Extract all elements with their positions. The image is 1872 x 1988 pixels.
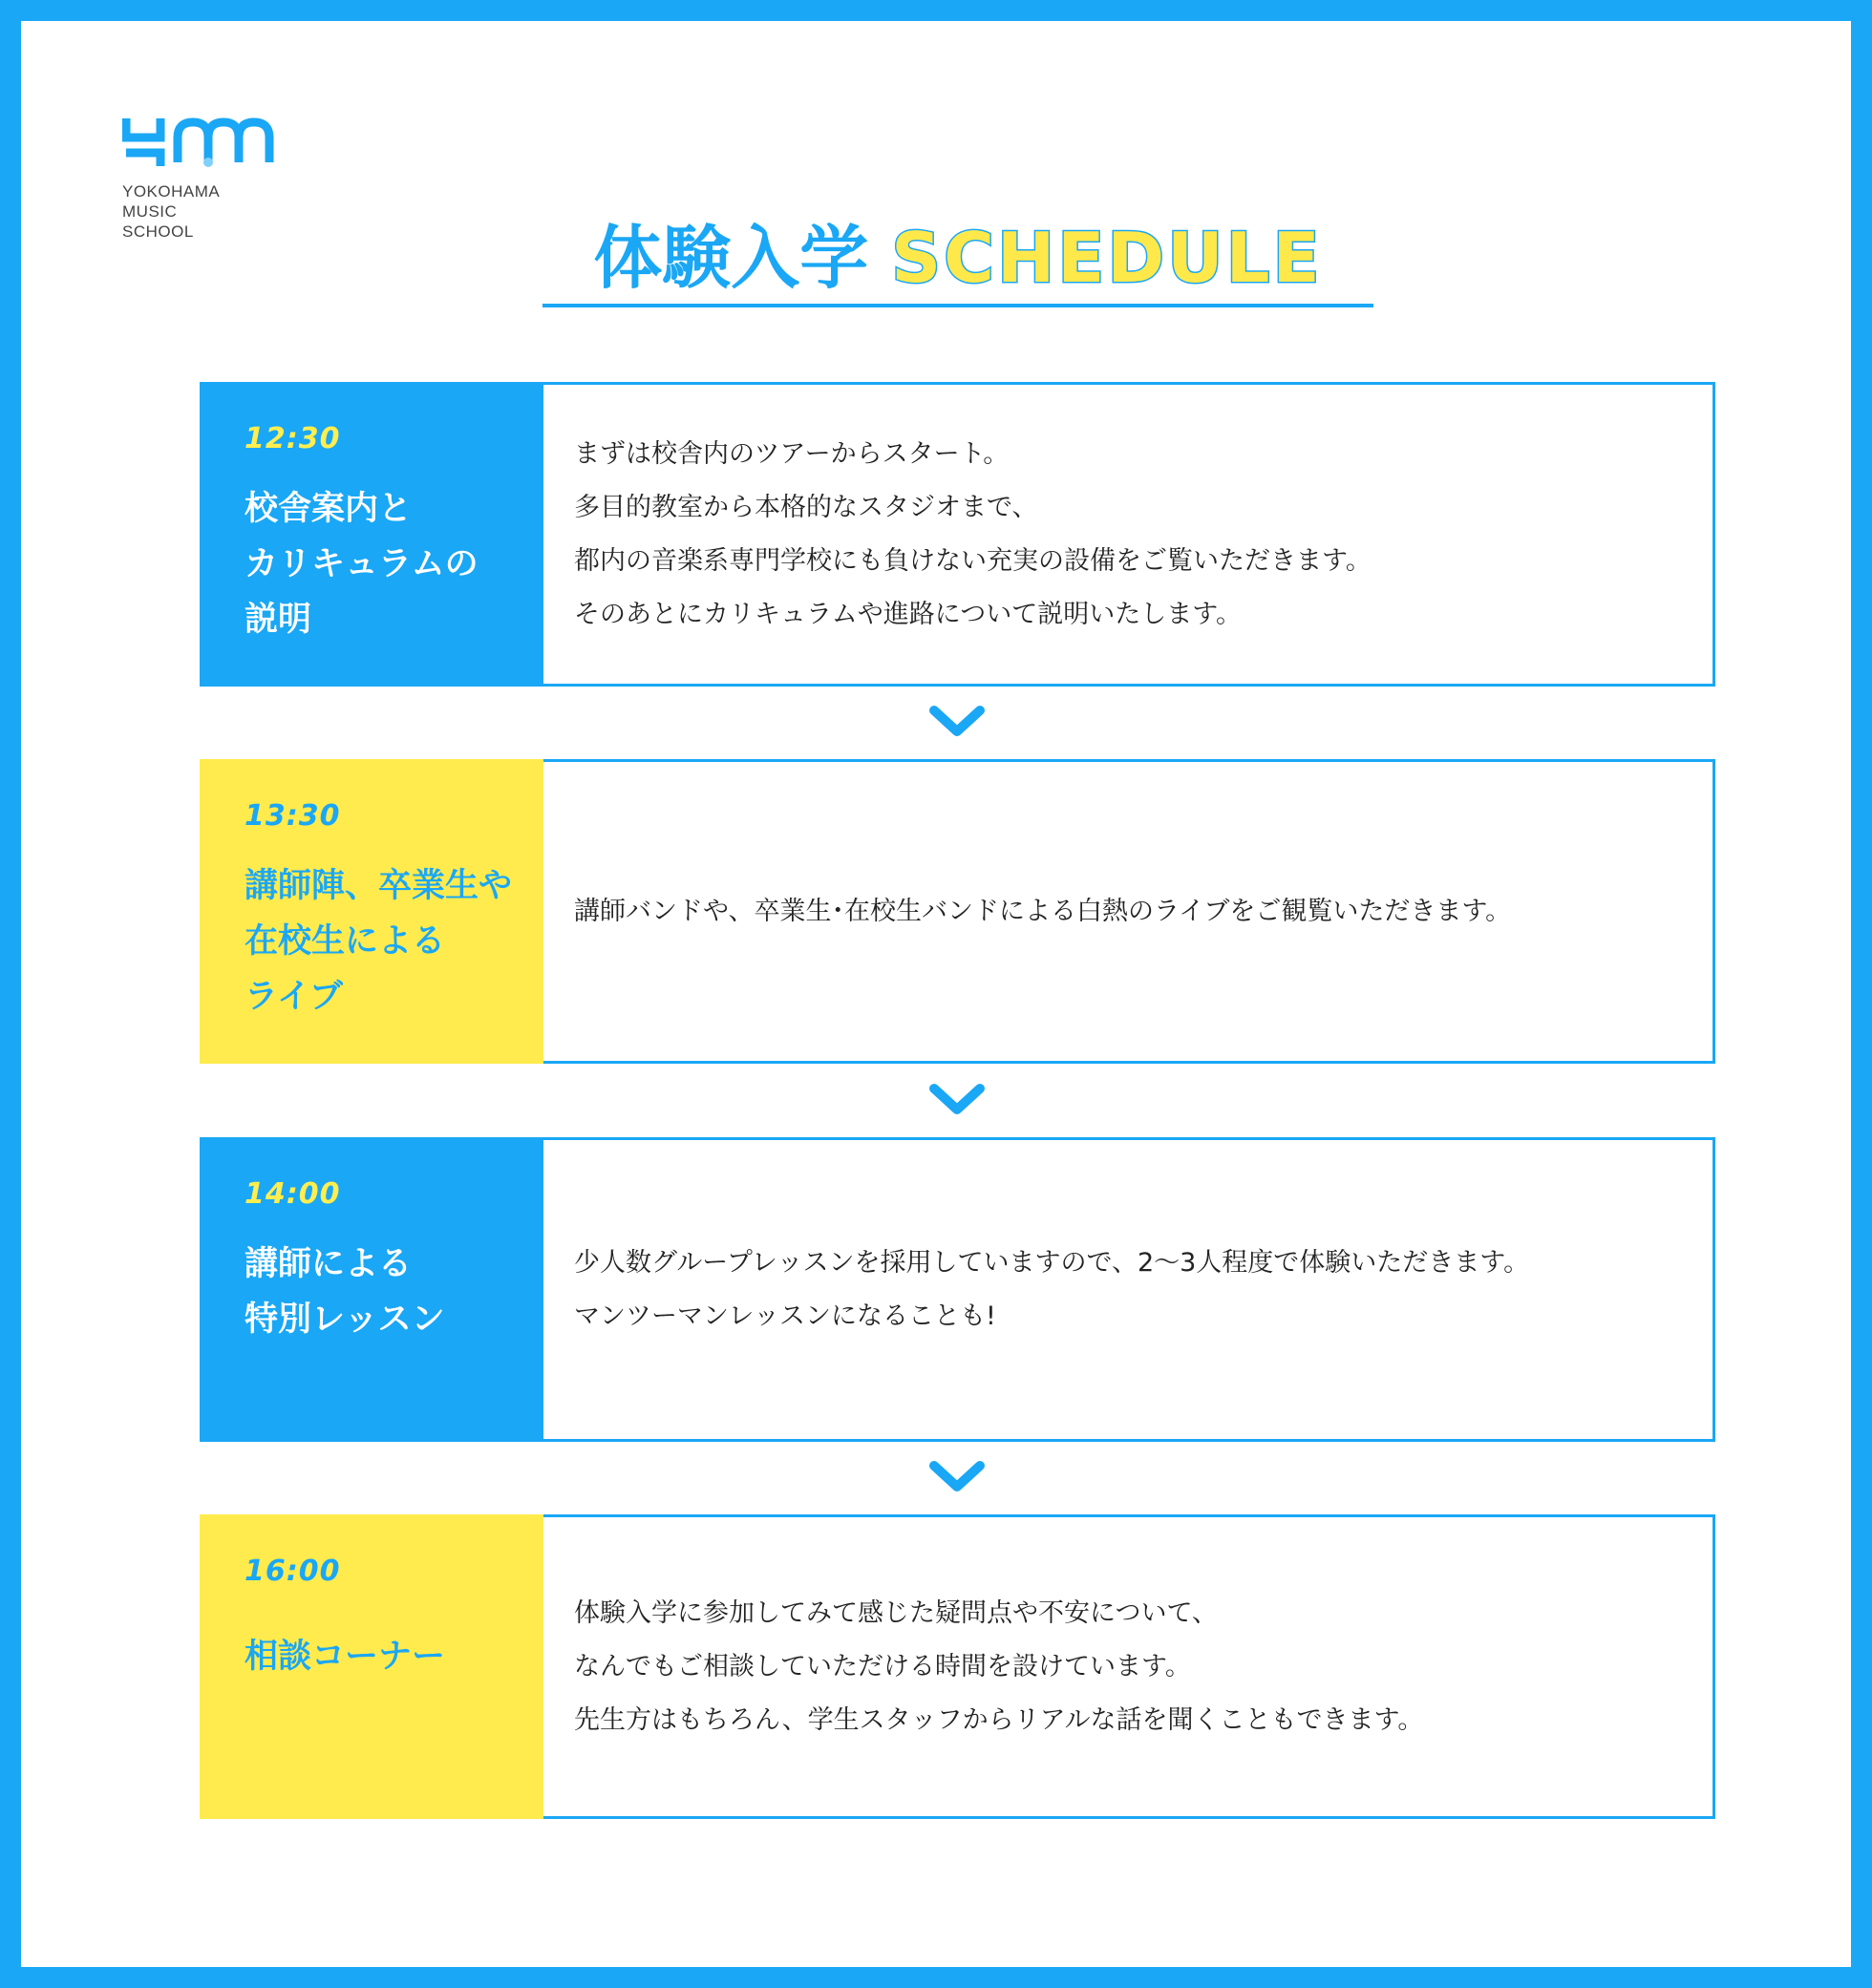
schedule-label: 講師陣、卒業生や 在校生による ライブ bbox=[245, 867, 513, 1016]
schedule-description bbox=[574, 1587, 1423, 1747]
chevron-down-icon bbox=[926, 1081, 988, 1119]
description-line: 少人数グループレッスンを採用していますので、2〜3人程度で体験いただきます。 bbox=[574, 1247, 1530, 1278]
chevron-down-icon bbox=[926, 1458, 988, 1496]
schedule-item-2-body bbox=[543, 762, 1712, 1061]
schedule-label: 相談コーナー bbox=[245, 1638, 446, 1676]
chevron-down-icon bbox=[926, 703, 988, 741]
schedule-label: 校舎案内と カリキュラムの 説明 bbox=[245, 490, 479, 639]
logo-text-line-3: SCHOOL bbox=[122, 222, 194, 241]
title-underline bbox=[542, 304, 1373, 307]
description-line: 講師バンドや、卒業生･在校生バンドによる白熱のライブをご観覧いただきます。 bbox=[574, 896, 1512, 926]
description-line: マンツーマンレッスンになることも! bbox=[574, 1301, 996, 1331]
schedule-item-1 bbox=[200, 382, 1715, 687]
schedule-item-4-body bbox=[543, 1517, 1712, 1816]
logo-text bbox=[122, 181, 285, 242]
schedule-item-2 bbox=[200, 759, 1715, 1064]
description-line: なんでもご相談していただける時間を設けています。 bbox=[574, 1651, 1191, 1681]
schedule-item-4 bbox=[200, 1514, 1715, 1819]
schedule-item-3 bbox=[200, 1137, 1715, 1442]
schedule-time: 16:00 bbox=[245, 1554, 341, 1588]
schedule-item-2-header bbox=[200, 759, 543, 1064]
schedule-description bbox=[574, 885, 1511, 939]
schedule-item-1-body bbox=[543, 385, 1712, 684]
logo-text-line-2: MUSIC bbox=[122, 202, 178, 221]
description-line: 体験入学に参加してみて感じた疑問点や不安について、 bbox=[574, 1597, 1218, 1628]
schedule-description bbox=[574, 428, 1372, 642]
page-title bbox=[542, 208, 1373, 307]
page-title-jp: 体験入学 bbox=[593, 218, 869, 298]
description-line: 多目的教室から本格的なスタジオまで、 bbox=[574, 492, 1038, 522]
page-title-en: SCHEDULE bbox=[891, 218, 1323, 298]
description-line: まずは校舎内のツアーからスタート。 bbox=[574, 438, 1010, 469]
schedule-label: 講師による 特別レッスン bbox=[245, 1245, 445, 1339]
schedule-item-1-header bbox=[200, 382, 543, 687]
schedule-item-3-body bbox=[543, 1140, 1712, 1439]
description-line: そのあとにカリキュラムや進路について説明いたします。 bbox=[574, 599, 1243, 629]
schedule-time: 12:30 bbox=[245, 422, 341, 455]
ymm-logo-mark bbox=[122, 116, 275, 168]
logo-text-line-1: YOKOHAMA bbox=[122, 182, 221, 201]
ymm-logo bbox=[122, 116, 285, 242]
schedule-item-3-header bbox=[200, 1137, 543, 1442]
schedule-description bbox=[574, 1237, 1529, 1343]
description-line: 先生方はもちろん、学生スタッフからリアルな話を聞くこともできます。 bbox=[574, 1704, 1424, 1735]
schedule-time: 13:30 bbox=[245, 799, 341, 833]
schedule-time: 14:00 bbox=[245, 1177, 341, 1211]
schedule-item-4-header bbox=[200, 1514, 543, 1819]
description-line: 都内の音楽系専門学校にも負けない充実の設備をご覧いただきます。 bbox=[574, 545, 1372, 576]
